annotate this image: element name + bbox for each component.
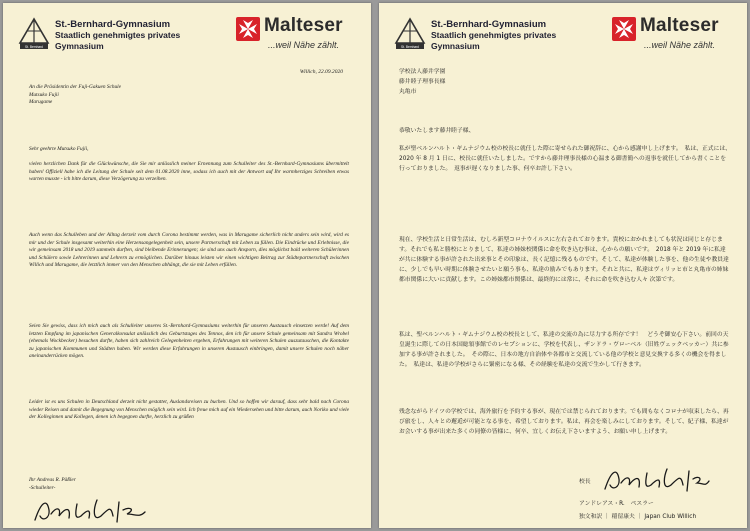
closing-block bbox=[29, 477, 229, 492]
translator-credit: 独文和訳 ｜ 稲留康夫 ｜ Japan Club Willich bbox=[579, 514, 697, 520]
sender-title: 校長 bbox=[579, 479, 591, 485]
paragraph: Leider ist es uns Schulen in Deutschland derzeit nicht gestattet, Auslandsreisen zu buchen. Und so hoffen wir darauf, dass sehr bald nach Corona wieder Reisen und damit die Begegnung von Menschen möglich sein wird. Ich freue mich auf ein Wiedersehen und bitte darum, auch Noriko und viele der Kolleginnen und Kollegen, denen ich begegnen durfte, herzlich zu grüßen bbox=[29, 399, 349, 420]
address-line: 学校法人藤井学園 bbox=[399, 69, 446, 75]
japanese-letter-page bbox=[379, 3, 747, 528]
malteser-slogan: ...weil Nähe zählt. bbox=[644, 40, 716, 50]
letter-date: Willich, 22.09.2020 bbox=[299, 69, 343, 75]
sender-name: アンドレアス・R. ペスラー bbox=[579, 501, 654, 507]
address-line: 丸亀市 bbox=[399, 89, 417, 95]
school-name: St.-Bernhard-Gymnasium bbox=[431, 19, 547, 30]
svg-text:St. Bernhard: St. Bernhard bbox=[401, 45, 419, 49]
sender-role: -Schulleiter- bbox=[29, 484, 56, 491]
address-line: Marugame bbox=[29, 99, 53, 105]
school-name-block bbox=[55, 19, 225, 52]
malteser-name: Malteser bbox=[264, 15, 343, 36]
german-letter-page bbox=[3, 3, 371, 528]
recipient-address bbox=[29, 84, 329, 107]
salutation: Sehr geehrte Mutsuko Fujii, bbox=[29, 146, 89, 152]
paragraph: 私は、聖ベルンハルト・ギムナジウム校の校長として、私達の交流の為に尽力する所存です！ どうぞ御安心下さい。前回の天皇誕生に際しての日本国総領事館でのレセプションに、学校を代表し、ザンドラ・ヴローベル（旧姓ヴェックベッカー）共に参加する事が許されました。 その際に、日本の地方自治体や各都市と交流している他の学校と意見交換する多くの機会を得ました。 私達は、私達の学校がさらに緊密になる様、その経験を私達の交流で生かして行きます。 bbox=[399, 332, 729, 368]
recipient-address bbox=[399, 67, 599, 97]
sender-name: Ihr Andreas R. Päßler bbox=[29, 477, 76, 483]
paragraph: 私が聖ベルンハルト・ギムナジウム校の校長に就任した際に寄せられた御祝辞に、心から感謝申し上げます。 私は、正式には、2020 年 8 月 1 日に、校長に就任いたしました。ですから藤井理事長様の心温まる御書簡への返事を就任してから書くことを行っておりました。 返事が遅くなりました事、何卒お許し下さい。 bbox=[399, 146, 731, 172]
malteser-cross-icon bbox=[612, 17, 636, 41]
malteser-name: Malteser bbox=[640, 15, 719, 36]
school-subtitle: Staatlich genehmigtes privates Gymnasium bbox=[431, 30, 557, 51]
school-logo-icon bbox=[393, 17, 427, 51]
school-name-block bbox=[431, 19, 601, 52]
handwritten-signature bbox=[31, 496, 151, 526]
paragraph: vielen herzlichen Dank für die Glückwünsche, die Sie mir anlässlich meiner Ernennung zum Schulleiter des St.-Bernhard-Gymnasiums übermittelt haben! Offiziell habe ich die Leitung der Schule seit dem 01.08.2020 inne, sodass ich auch mit der Antwort auf Ihr warmherziges Schreiben etwas warten musste - ich bitte darum, diese Verzögerung zu verzeihen. bbox=[29, 161, 349, 182]
school-name: St.-Bernhard-Gymnasium bbox=[55, 19, 171, 30]
school-subtitle: Staatlich genehmigtes privates Gymnasium bbox=[55, 30, 181, 51]
letterhead bbox=[3, 13, 371, 57]
salutation: 恭敬いたします藤井睦子様、 bbox=[399, 128, 475, 134]
paragraph: Auch wenn das Schulleben und der Alltag derzeit vom durch Corona bestimmt werden, was in Marugame sicherlich nicht anders sein wird, wird es mir und der Schule insgesamt weiterhin eine Herzensangelegenheit sein, unsere Partnerschaft mit Leben zu füllen. Die Eindrücke und Erlebnisse, die wir gemeinsam 2018 und 2019 sammeln durften, sind bleibende Erinnerungen; sie sind uns auch Ansporn, dies möglichst bald weiteren Schülerinnen und Schülern sowie Lehrerinnen und Lehrern zu ermöglichen. Darüber hinaus leisten wir einen wichtigen Beitrag zur Städtepartnerschaft zwischen Willich und Marugame, die letztlich immer von den Menschen abhängt, die sie mit Leben erfüllen. bbox=[29, 232, 349, 268]
address-line: Mutsuko Fujii bbox=[29, 91, 59, 98]
address-line: An die Präsidentin der Fuji-Gakuen Schule bbox=[29, 84, 121, 90]
address-line: 藤井睦子理事長様 bbox=[399, 79, 446, 85]
svg-text:St. Bernhard: St. Bernhard bbox=[25, 45, 43, 49]
paragraph: Seien Sie gewiss, dass ich mich auch als Schulleiter unseres St.-Bernhard-Gymnasiums weiterhin für unseren Austausch einsetzen werde! Auf dem letzten Empfang im japanischen Generalkonsulat anlässlich des Geburtstages des Tennos, den ich für unsere Schule gemeinsam mit Sandra Wrobel (ehemals Wockbecker) besuchen durfte, haben sich zahlreich Gelegenheiten ergeben, Erfahrungen mit weiteren Schulen auszutauschen, die Kontakte zu japanischen Kommunen und Städten haben. Wir werden diese Erfahrungen in unseren Austausch einbringen, damit unsere Schulen noch näher aneinanderrücken mögen. bbox=[29, 323, 349, 359]
paragraph: 残念ながらドイツの学校では、海外旅行を予約する事が、現在では禁じられております。でも間もなくコロナが収束したら、再び旅をし、人々との邂逅が可能となる事を、希望しております。私は、再会を楽しみにしております。そして、紀子様、私達がお会いする事が出来た多くの同僚の皆様に、何卒、宜しくお伝え下さいますよう、お願い申し上げます。 bbox=[399, 409, 729, 435]
malteser-cross-icon bbox=[236, 17, 260, 41]
malteser-slogan: ...weil Nähe zählt. bbox=[268, 40, 340, 50]
letterhead bbox=[379, 13, 747, 57]
school-logo-icon bbox=[17, 17, 51, 51]
handwritten-signature bbox=[601, 465, 711, 495]
paragraph: 現在、学校生活と日常生活は、むしろ新型コロナウイルスに左右されております。貴校におかれましても状況は同じと存じます。それでも私と勝校にとりまして、私達の姉妹校関係に命を吹き込む事は、心からの願いです。 2018 年と 2019 年に私達が共に体験する事が許された出来事とその印象は、長く記憶に残るものです。そして、私達が体験した事を、他の生徒や教員達に、少しでも早い時期に体験させたいと願う事も、私達の励みでもあります。それと共に、私達はヴィリッヒ市と丸亀市の姉妹都市関係に大いに貢献します。この姉妹都市関係は、最終的には常に、それに命を吹き込む人々 次第です。 bbox=[399, 237, 729, 283]
